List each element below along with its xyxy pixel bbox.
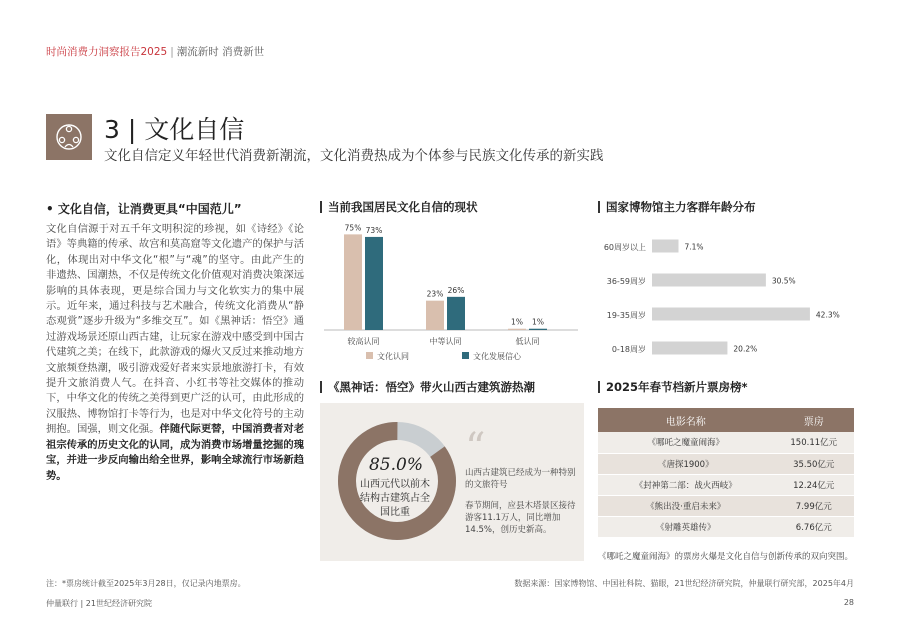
- section-subtitle: 文化自信定义年轻世代消费新潮流，文化消费热成为个体参与民族文化传承的新实践: [104, 148, 604, 164]
- movie-boxoffice: 150.11亿元: [774, 432, 854, 453]
- bar-中等认同-文化认同: [426, 301, 444, 330]
- movie-boxoffice: 7.99亿元: [774, 495, 854, 516]
- bar-19-35周岁: [652, 308, 810, 321]
- movie-boxoffice: 35.50亿元: [774, 453, 854, 474]
- category-label: 中等认同: [429, 337, 462, 346]
- movie-name: 《唐探1900》: [598, 453, 774, 474]
- section-icon: [46, 114, 92, 160]
- box-office-table: [598, 408, 854, 538]
- bar-value-label: 26%: [447, 285, 465, 295]
- section-title: 3 | 文化自信: [104, 115, 245, 144]
- report-brand: 时尚消费力洞察报告2025: [46, 46, 168, 58]
- table-row: [598, 495, 854, 516]
- report-header: [46, 44, 264, 59]
- article-bold-text: 伴随代际更替，中国消费者对老祖宗传承的历史文化的认同，成为消费市场增量挖掘的瑰宝，并进一步反向输出给全世界，影响全球流行市场新趋势。: [46, 423, 305, 482]
- bar-中等认同-文化发展信心: [447, 297, 465, 330]
- bar-value-label: 42.3%: [815, 310, 840, 320]
- table-row: [598, 516, 854, 537]
- movie-name: 《射雕英雄传》: [598, 516, 774, 537]
- movie-name: 《熊出没·重启未来》: [598, 495, 774, 516]
- bar-value-label: 73%: [365, 225, 383, 235]
- legend-swatch-culture-identity: [366, 352, 373, 359]
- footnote: 注：*票房统计截至2025年3月28日，仅记录内地票房。: [46, 579, 246, 588]
- bar-低认同-文化认同: [508, 329, 526, 330]
- bar-较高认同-文化认同: [344, 234, 362, 330]
- movie-boxoffice: 12.24亿元: [774, 474, 854, 495]
- table-row: [598, 474, 854, 495]
- bar-36-59周岁: [652, 274, 766, 287]
- table-row: [598, 432, 854, 453]
- report-slogan: 潮流新时 消费新世: [176, 46, 265, 58]
- article-heading: • 文化自信，让消费更具“中国范儿”: [46, 202, 242, 216]
- table-note: 《哪吒之魔童闹海》的票房火爆是文化自信与创新传承的双向突围。: [598, 552, 854, 562]
- legend-label: 文化发展信心: [473, 352, 521, 361]
- age-group-label: 0-18周岁: [611, 345, 646, 354]
- donut-percent: 85.0%: [368, 455, 423, 475]
- age-group-label: 19-35周岁: [606, 311, 646, 320]
- bar-value-label: 75%: [344, 223, 362, 233]
- category-label: 较高认同: [347, 337, 380, 346]
- movie-name: 《封神第二部：战火西岐》: [598, 474, 774, 495]
- age-group-label: 60周岁以上: [603, 243, 646, 252]
- bar-value-label: 1%: [511, 317, 523, 327]
- bar-value-label: 30.5%: [771, 276, 796, 286]
- quote-mark-icon: “: [465, 425, 486, 471]
- bar-低认同-文化发展信心: [529, 329, 547, 330]
- data-source: 数据来源：国家博物馆、中国社科院、猫眼，21世纪经济研究院，仲量联行研究部，2025年4月: [514, 579, 854, 588]
- chart1-title: 当前我国居民文化自信的现状: [320, 201, 478, 213]
- bar-value-label: 23%: [426, 289, 444, 299]
- chart4-title: 2025年春节档新片票房榜*: [598, 381, 748, 393]
- age-group-label: 36-59周岁: [606, 277, 646, 286]
- article-body: [46, 222, 304, 484]
- table-header-boxoffice: 票房: [774, 408, 854, 432]
- chart2-title: 国家博物馆主力客群年龄分布: [598, 201, 756, 213]
- article-paragraph: 文化自信源于对五千年文明积淀的珍视，如《诗经》《论语》等典籍的传承、故宫和莫高窟等文化遗产的保护与活化，体现出对中华文化“根”与“魂”的坚守。由此产生的非遗热、国潮热，不仅是传统文化价值观对消费决策深远影响的具体表现，更是综合国力与文化软实力的集中展示。近年来，通过科技与艺术融合，传统文化消费从“静态观赏”逐步升级为“多维交互”。如《黑神话：悟空》通过游戏场景还原山西古建，让玩家在游戏中感受到中国古代建筑之美；在线下，此款游戏的爆火又反过来推动地方文旅频登热潮，吸引游戏爱好者来实景地旅游打卡，有效提升文旅消费人气。在抖音、小红书等社交媒体的推动下，中华文化的传统之美得到更广泛的认可，由此形成的汉服热、博物馆打卡等行为，也是对中华文化符号的主动拥抱。国强，则文化强。: [46, 223, 304, 436]
- category-label: 低认同: [515, 337, 540, 346]
- bar-较高认同-文化发展信心: [365, 237, 383, 330]
- culture-icon: [52, 120, 86, 154]
- legend-label: 文化认同: [377, 352, 409, 361]
- bar-value-label: 20.2%: [733, 344, 758, 354]
- table-row: [598, 453, 854, 474]
- quote-text-2: 春节期间，应县木塔景区接待游客11.1万人，同比增加14.5%，创历史新高。: [465, 501, 576, 535]
- page-number: 28: [843, 598, 854, 607]
- museum-age-chart: [590, 224, 858, 364]
- cultural-confidence-chart: [320, 218, 584, 368]
- movie-name: 《哪吒之魔童闹海》: [598, 432, 774, 453]
- chart3-title: 《黑神话：悟空》带火山西古建筑游热潮: [320, 381, 535, 393]
- header-separator: |: [170, 46, 174, 58]
- table-header-movie: 电影名称: [598, 408, 774, 432]
- bar-value-label: 1%: [532, 317, 544, 327]
- bar-value-label: 7.1%: [684, 242, 704, 252]
- legend-swatch-development-confidence: [462, 352, 469, 359]
- bar-0-18周岁: [652, 342, 727, 355]
- bar-60周岁以上: [652, 240, 679, 253]
- donut-description: 山西元代以前木结构古建筑占全国比重: [360, 479, 430, 518]
- movie-boxoffice: 6.76亿元: [774, 516, 854, 537]
- quote-text-1: 山西古建筑已经成为一种特别的文旅符号: [465, 468, 576, 490]
- footer-publisher: 仲量联行 | 21世纪经济研究院: [46, 599, 152, 608]
